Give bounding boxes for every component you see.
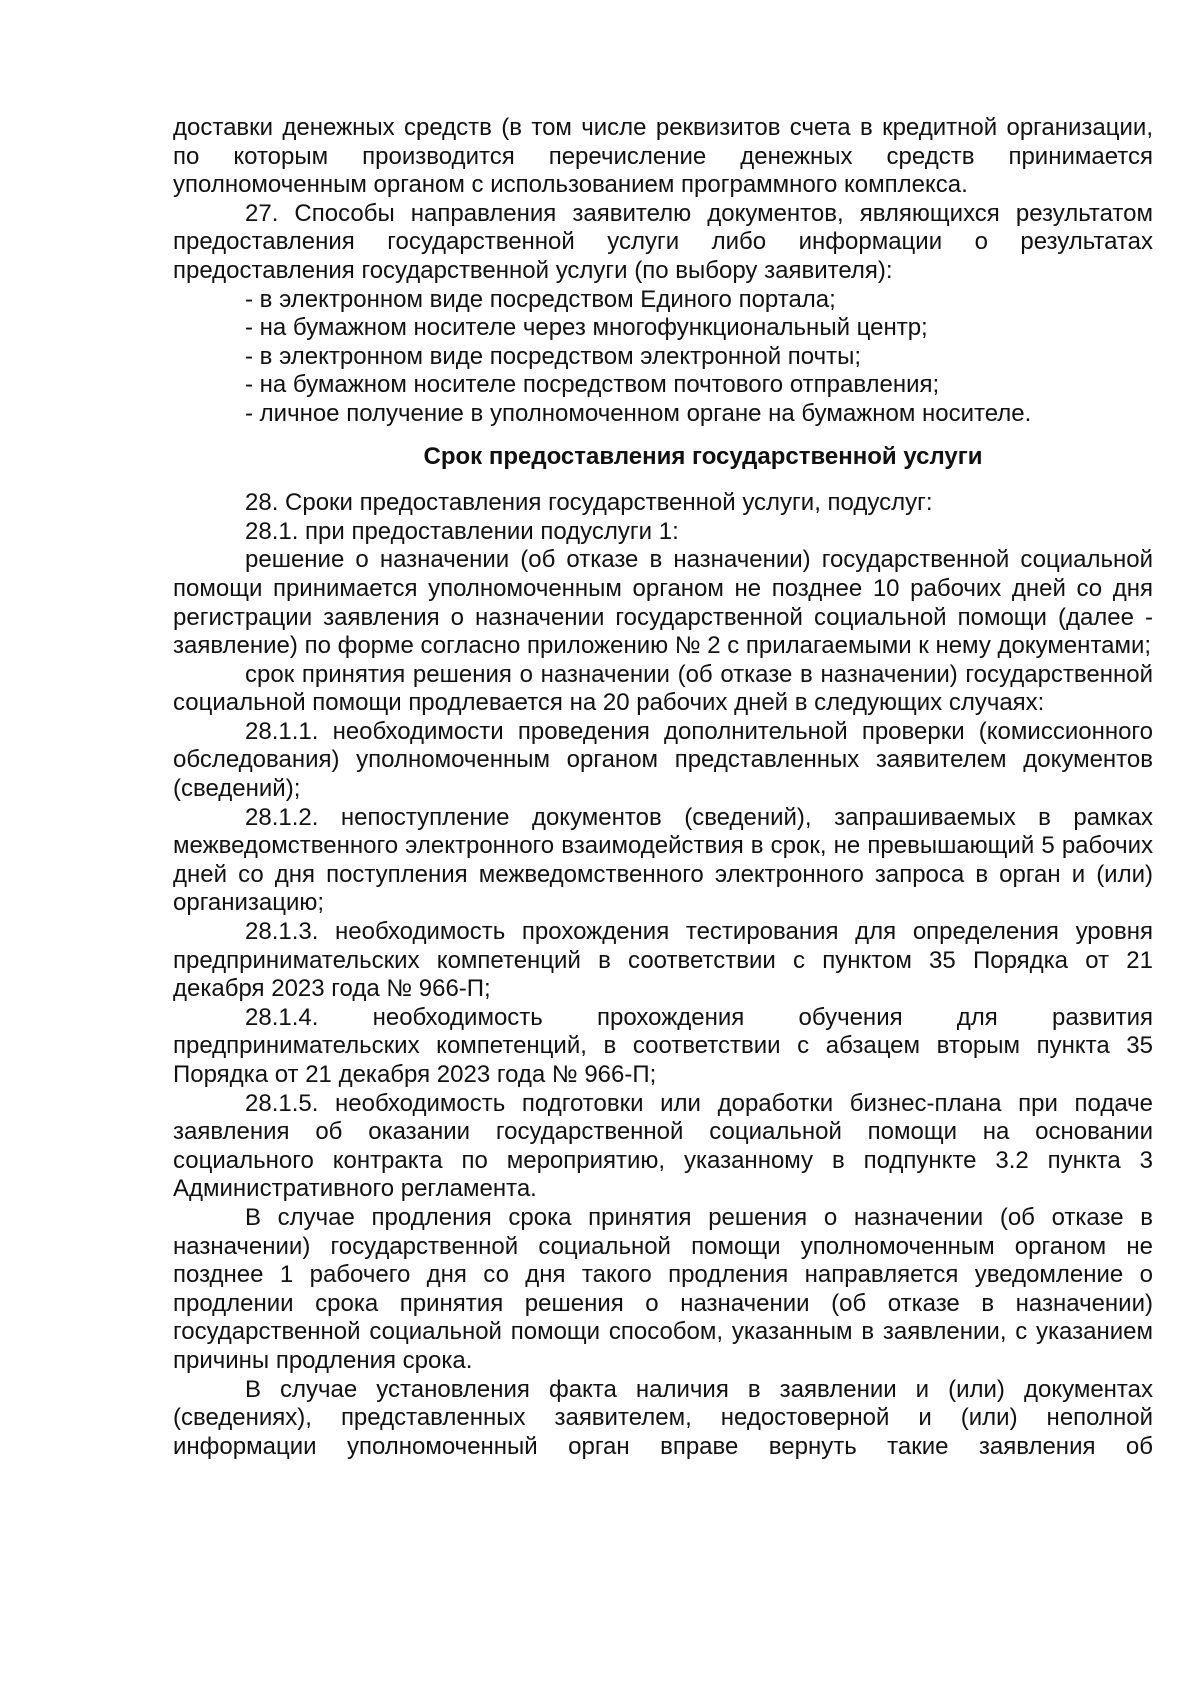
list-item: - в электронном виде посредством Единого портала; — [245, 285, 836, 313]
list-item: - на бумажном носителе через многофункциональный центр; — [245, 314, 928, 342]
paragraph-28-1-5: 28.1.5. необходимость подготовки или доработки бизнес-плана при подаче заявления об оказании государственной социальной помощи на основании социального контракта по мероприятию, указанному в подпункте 3.2 пункта 3 Административного регламента. — [173, 1089, 1153, 1203]
section-heading: Срок предоставления государственной услуги — [423, 442, 983, 470]
paragraph-extension-notice: В случае продления срока принятия решения о назначении (об отказе в назначении) государственной социальной помощи уполномоченным органом не позднее 1 рабочего дня со дня такого продления направляется уведомление о продлении срока принятия решения о назначении (об отказе в назначении) государственной социальной помощи способом, указанным в заявлении, с указанием причины продления срока. — [173, 1203, 1153, 1374]
paragraph-payment-details: доставки денежных средств (в том числе реквизитов счета в кредитной организации, по которым производится перечисление денежных средств принимается уполномоченным органом с использованием программного комплекса. — [173, 114, 1153, 199]
paragraph-28-1-2: 28.1.2. непоступление документов (сведений), запрашиваемых в рамках межведомственного электронного взаимодействия в срок, не превышающий 5 рабочих дней со дня поступления межведомственного электронного запроса в орган и (или) организацию; — [173, 803, 1153, 917]
paragraph-28-1-1: 28.1.1. необходимости проведения дополнительной проверки (комиссионного обследования) уполномоченным органом представленных заявителем документов (сведений); — [173, 717, 1153, 803]
list-item: - личное получение в уполномоченном органе на бумажном носителе. — [245, 399, 1032, 427]
paragraph-28-1-4: 28.1.4. необходимость прохождения обучения для развития предпринимательских компетенций, в соответствии с абзацем вторым пункта 35 Порядка от 21 декабря 2023 года № 966-П; — [173, 1003, 1153, 1088]
paragraph-decision-deadline: решение о назначении (об отказе в назначении) государственной социальной помощи принимается уполномоченным органом не позднее 10 рабочих дней со дня регистрации заявления о назначении государственной социальной помощи (далее - заявление) по форме согласно приложению № 2 с прилагаемыми к нему документами; — [173, 546, 1153, 660]
paragraph-incomplete-info: В случае установления факта наличия в заявлении и (или) документах (сведениях), представленных заявителем, недостоверной и (или) неполной информации уполномоченный орган вправе вернуть такие заявления об — [173, 1375, 1153, 1460]
paragraph-extension-cases: срок принятия решения о назначении (об отказе в назначении) государственной социальной помощи продлевается на 20 рабочих дней в следующих случаях: — [173, 660, 1153, 717]
paragraph-28-1-3: 28.1.3. необходимость прохождения тестирования для определения уровня предпринимательских компетенций в соответствии с пунктом 35 Порядка от 21 декабря 2023 года № 966-П; — [173, 918, 1153, 1003]
document-page — [173, 114, 1153, 1461]
paragraph-27-delivery-methods: 27. Способы направления заявителю документов, являющихся результатом предоставления государственной услуги либо информации о результатах предоставления государственной услуги (по выбору заявителя): — [173, 199, 1153, 284]
delivery-methods-list — [173, 286, 1153, 429]
list-item: - в электронном виде посредством электронной почты; — [245, 342, 861, 370]
list-item: - на бумажном носителе посредством почтового отправления; — [245, 371, 940, 399]
paragraph-28: 28. Сроки предоставления государственной услуги, подуслуг: — [245, 489, 933, 517]
paragraph-28-1: 28.1. при предоставлении подуслуги 1: — [245, 517, 679, 545]
